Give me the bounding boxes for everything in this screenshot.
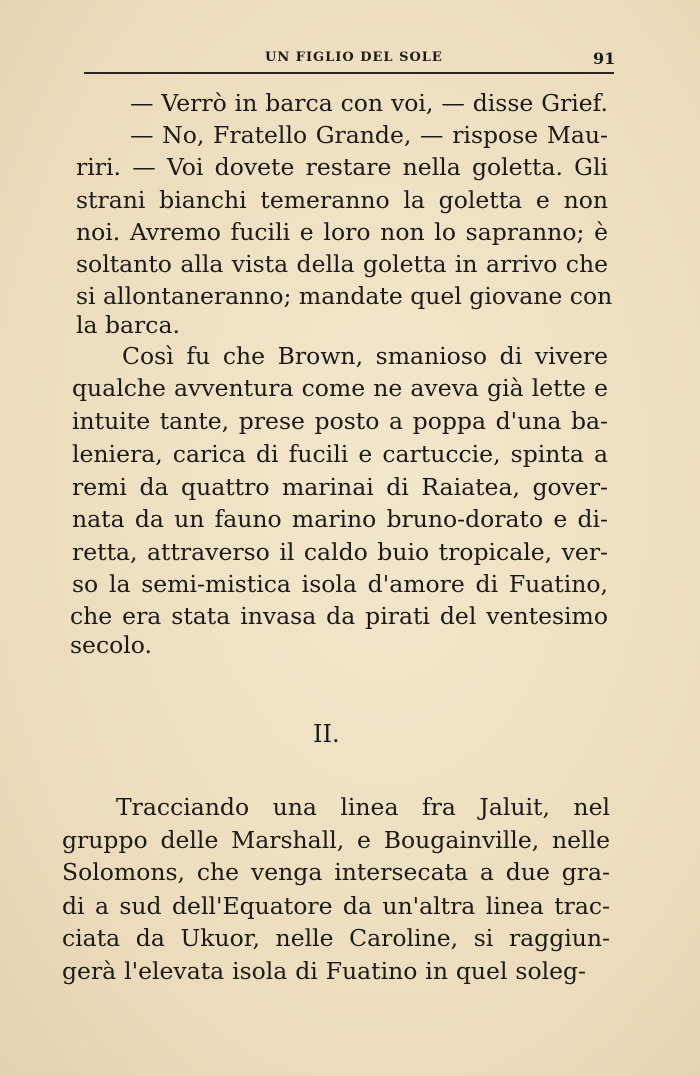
text-line: Tracciando una linea fra Jaluit, nel [116, 793, 610, 821]
running-title: UN FIGLIO DEL SOLE [265, 50, 443, 65]
text-line: qualche avventura come ne aveva già lette e [72, 374, 608, 402]
text-line: che era stata invasa da pirati del ventesimo [70, 602, 608, 630]
text-line: la barca. [76, 311, 180, 339]
text-line: strani bianchi temeranno la goletta e non [76, 186, 608, 214]
text-line: noi. Avremo fucili e loro non lo sapranno; è [76, 218, 608, 246]
text-line: riri. — Voi dovete restare nella goletta. Gli [76, 153, 608, 181]
header-rule [84, 72, 614, 74]
text-line: ciata da Ukuor, nelle Caroline, si raggiun- [62, 924, 610, 952]
text-line: Così fu che Brown, smanioso di vivere [122, 342, 608, 370]
page-number: 91 [593, 49, 616, 68]
text-line: intuite tante, prese posto a poppa d'una ba- [72, 407, 608, 435]
text-line: leniera, carica di fucili e cartuccie, spinta a [72, 440, 608, 468]
text-line: di a sud dell'Equatore da un'altra linea trac- [62, 892, 610, 920]
text-line: secolo. [70, 631, 152, 659]
text-line: — Verrò in barca con voi, — disse Grief. [130, 89, 608, 117]
section-heading: II. [313, 720, 340, 748]
text-line: si allontaneranno; mandate quel giovane con [76, 282, 613, 310]
text-line: nata da un fauno marino bruno-dorato e di- [72, 505, 608, 533]
text-line: Solomons, che venga intersecata a due gra- [62, 858, 610, 886]
text-line: gerà l'elevata isola di Fuatino in quel soleg- [62, 957, 586, 985]
text-line: — No, Fratello Grande, — rispose Mau- [130, 121, 608, 149]
text-line: so la semi-mistica isola d'amore di Fuatino, [72, 570, 608, 598]
text-line: retta, attraverso il caldo buio tropicale, ver- [72, 538, 608, 566]
text-line: remi da quattro marinai di Raiatea, gover- [72, 473, 608, 501]
text-line: gruppo delle Marshall, e Bougainville, nelle [62, 826, 610, 854]
text-line: soltanto alla vista della goletta in arrivo che [76, 250, 608, 278]
